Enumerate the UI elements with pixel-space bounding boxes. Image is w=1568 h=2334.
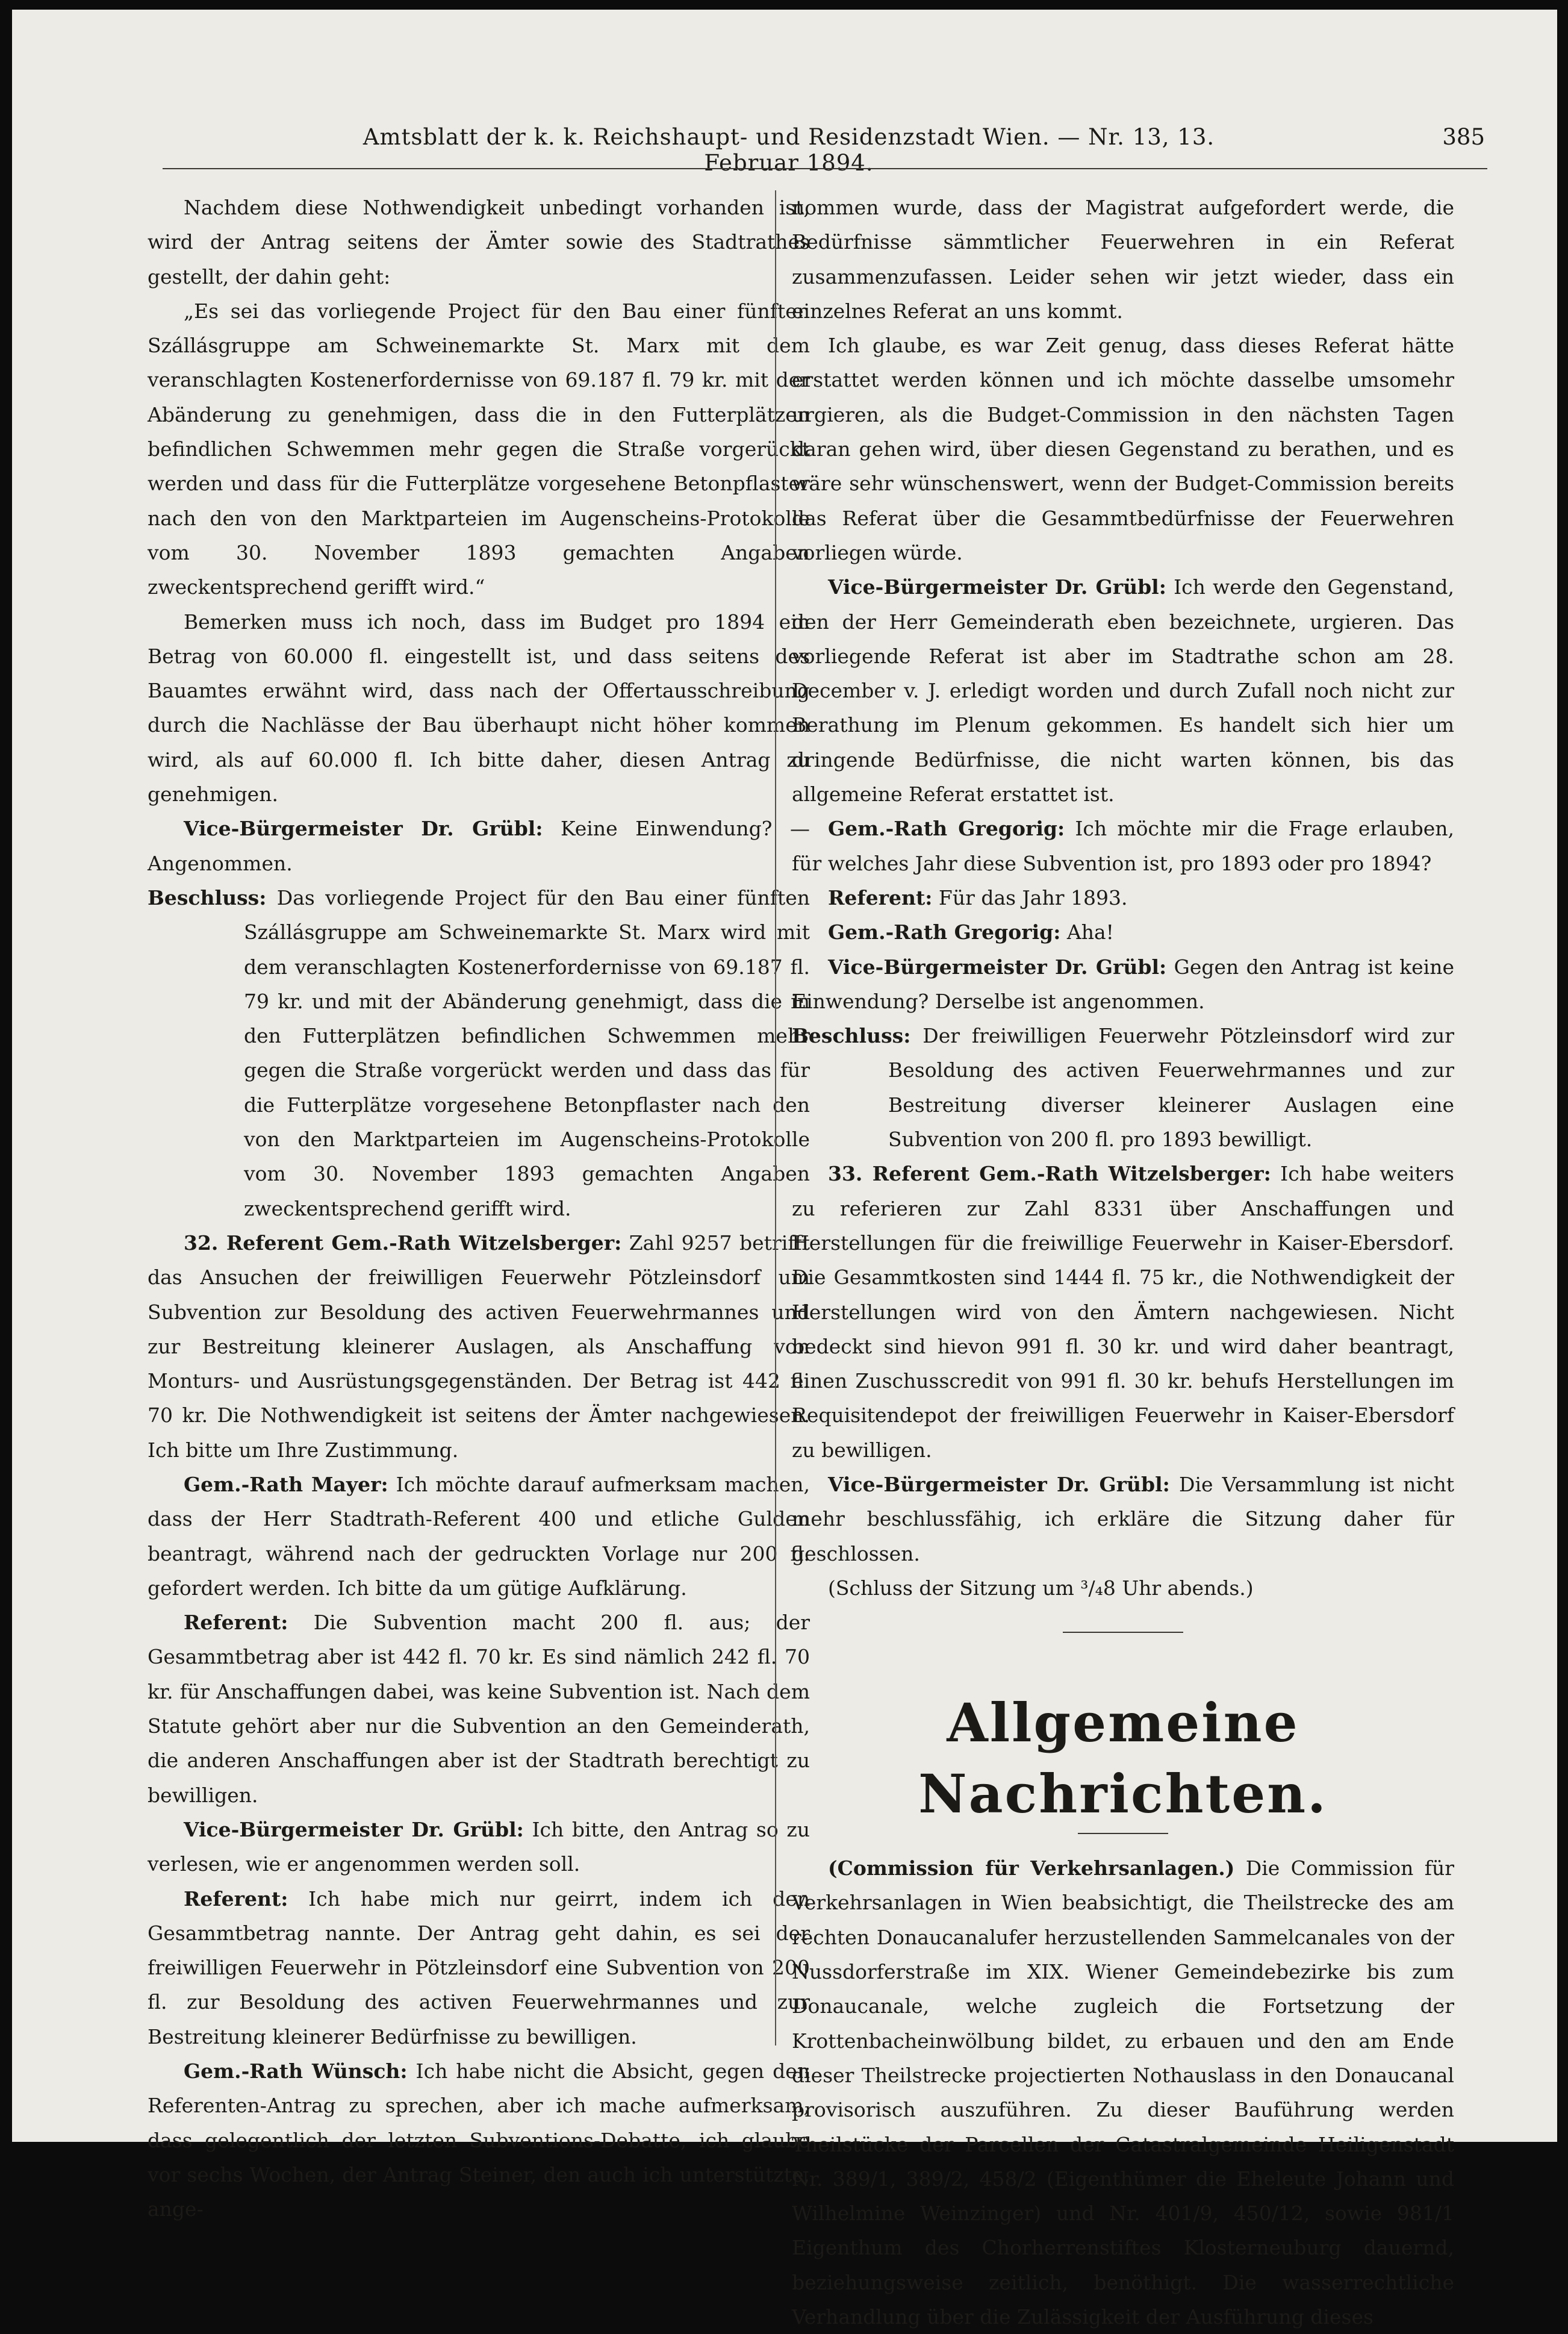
- speech: [148, 1467, 810, 1605]
- paragraph: „Es sei das vorliegende Project für den Bau einer fünften Szállásgruppe am Schweinemarkte St. Marx mit dem veranschlagten Kostenerfordernisse von 69.187 fl. 79 kr. mit der Abänderung zu genehmigen, dass die in den Futterplätzen befindlichen Schwemmen mehr gegen die Straße vorgerückt werden und dass für die Futterplätze vorgesehene Betonpflaster nach den von den Marktparteien im Augenscheins-Protokolle vom 30. November 1893 gemachten Angaben zweckentsprechend gerifft wird.“: [148, 299, 810, 599]
- resolution: [148, 881, 810, 1226]
- section-title: Allgemeine Nachrichten.: [918, 1691, 1328, 1826]
- speaker: Gem.-Rath Gregorig:: [828, 817, 1065, 841]
- right-column: [792, 190, 1454, 2329]
- speech: [792, 570, 1454, 811]
- speaker: Beschluss:: [792, 1024, 911, 1048]
- speech: [792, 1156, 1454, 1467]
- speaker: Referent:: [184, 1611, 288, 1635]
- speech-text: Ich habe weiters zu referieren zur Zahl 8331 über Anschaffungen und Herstellungen für die freiwillige Feuerwehr in Kaiser-Ebersdorf. Die Gesammtkosten sind 1444 fl. 75 kr., die Nothwendigkeit der Herstellungen wird von den Ämtern nachgewiesen. Nicht bedeckt sind hievon 991 fl. 30 kr. und wird daher beantragt, einen Zuschusscredit von 991 fl. 30 kr. behufs Herstellungen im Requisitendepot der freiwilligen Feuerwehr in Kaiser-Ebersdorf zu bewilligen.: [792, 1162, 1454, 1462]
- column-divider: [775, 190, 776, 2045]
- speech-text: Keine Einwendung? — Angenommen.: [148, 817, 810, 875]
- speaker: Vice-Bürgermeister Dr. Grübl:: [184, 1817, 524, 1841]
- speaker: Vice-Bürgermeister Dr. Grübl:: [828, 575, 1166, 599]
- speech: [148, 1812, 810, 1882]
- resolution: [792, 1019, 1454, 1156]
- speech-text: Die Versammlung ist nicht mehr beschlussfähig, ich erkläre die Sitzung daher für geschlossen.: [792, 1472, 1454, 1565]
- speaker: Referent:: [828, 885, 933, 910]
- paragraph: nommen wurde, dass der Magistrat aufgefordert werde, die Bedürfnisse sämmtlicher Feuerwehren in ein Referat zusammenzufassen. Leider sehen wir jetzt wieder, dass ein einzelnes Referat an uns kommt.: [792, 196, 1454, 323]
- left-column: [148, 190, 810, 2221]
- speech-text: Ich habe nicht die Absicht, gegen den Referenten-Antrag zu sprechen, aber ich mache aufmerksam, dass gelegentlich der letzten Subventions-Debatte, ich glaube vor sechs Wochen, der Antrag Steiner, den auch ich unterstützte, ange-: [148, 2059, 810, 2221]
- speaker: Referent:: [184, 1886, 288, 1911]
- speech-text: Ich möchte mir die Frage erlauben, für welches Jahr diese Subvention ist, pro 1893 oder pro 1894?: [792, 817, 1454, 875]
- speech-text: Gegen den Antrag ist keine Einwendung? Derselbe ist angenommen.: [792, 955, 1454, 1013]
- news-item: [792, 1851, 1454, 2334]
- speech: [148, 1226, 810, 1467]
- speech: [148, 1882, 810, 2054]
- speech-text: Aha!: [1066, 920, 1114, 944]
- speech-text: Ich werde den Gegenstand, den der Herr Gemeinderath eben bezeichnete, urgieren. Das vorliegende Referat ist aber im Stadtrathe schon am 28. December v. J. erledigt worden und durch Zufall noch nicht zur Berathung im Plenum gekommen. Es handelt sich hier um dringende Bedürfnisse, die nicht warten können, bis das allgemeine Referat erstattet ist.: [792, 575, 1454, 807]
- speech: [792, 811, 1454, 881]
- speech: [148, 2054, 810, 2226]
- speaker: Vice-Bürgermeister Dr. Grübl:: [184, 817, 543, 841]
- speaker: Vice-Bürgermeister Dr. Grübl:: [828, 955, 1167, 979]
- speaker: Beschluss:: [148, 885, 267, 910]
- speech: [792, 1467, 1454, 1571]
- speaker: Gem.-Rath Wünsch:: [184, 2059, 408, 2083]
- running-title: Amtsblatt der k. k. Reichshaupt- und Residenzstadt Wien. — Nr. 13, 13. Februar 1894.: [362, 124, 1215, 176]
- news-lead: (Commission für Verkehrsanlagen.): [828, 1856, 1235, 1880]
- speech-text: Ich bitte, den Antrag so zu verlesen, wie er angenommen werden soll.: [148, 1817, 810, 1876]
- speech: [792, 950, 1454, 1019]
- paragraph: Bemerken muss ich noch, dass im Budget pro 1894 ein Betrag von 60.000 fl. eingestellt ist, und dass seitens des Bauamtes erwähnt wird, dass nach der Offertausschreibung durch die Nachlässe der Bau überhaupt nicht höher kommen wird, als auf 60.000 fl. Ich bitte daher, diesen Antrag zu genehmigen.: [148, 610, 810, 807]
- page-number: 385: [1442, 124, 1485, 150]
- speech: [148, 811, 810, 881]
- paragraph: Nachdem diese Nothwendigkeit unbedingt vorhanden ist, wird der Antrag seitens der Ämter sowie des Stadtrathes gestellt, der dahin geht:: [148, 196, 810, 289]
- title-rule: [1078, 1833, 1168, 1834]
- speech-text: Ich möchte darauf aufmerksam machen, dass der Herr Stadtrath-Referent 400 und etliche Gulden beantragt, während nach der gedruckten Vorlage nur 200 fl. gefordert werden. Ich bitte da um gütige Aufklärung.: [148, 1472, 810, 1600]
- paragraph: Ich glaube, es war Zeit genug, dass dieses Referat hätte erstattet werden können und ich möchte dasselbe umsomehr urgieren, als die Budget-Commission in den nächsten Tagen daran gehen wird, über diesen Gegenstand zu berathen, und es wäre sehr wünschenswert, wenn der Budget-Commission bereits das Referat über die Gesammtbedürfnisse der Feuerwehren vorliegen würde.: [792, 334, 1454, 564]
- speaker: Gem.-Rath Mayer:: [184, 1472, 388, 1496]
- speaker: 32. Referent Gem.-Rath Witzelsberger:: [184, 1231, 622, 1255]
- speech-text: Das vorliegende Project für den Bau einer fünften Szállásgruppe am Schweinemarkte St. Marx wird mit dem veranschlagten Kostenerfordernisse von 69.187 fl. 79 kr. und mit der Abänderung genehmigt, dass die in den Futterplätzen befindlichen Schwemmen mehr gegen die Straße vorgerückt werden und dass das für die Futterplätze vorgesehene Betonpflaster nach den von den Marktparteien im Augenscheins-Protokolle vom 30. November 1893 gemachten Angaben zweckentsprechend gerifft wird.: [244, 885, 810, 1220]
- speech: [148, 1605, 810, 1812]
- speech: [792, 915, 1454, 949]
- speech-text: Zahl 9257 betrifft das Ansuchen der freiwilligen Feuerwehr Pötzleinsdorf um Subvention zur Besoldung des activen Feuerwehrmannes und zur Bestreitung kleinerer Auslagen, als Anschaffung von Monturs- und Ausrüstungsgegenständen. Der Betrag ist 442 fl. 70 kr. Die Nothwendigkeit ist seitens der Ämter nachgewiesen. Ich bitte um Ihre Zustimmung.: [148, 1231, 810, 1462]
- speech-text: Für das Jahr 1893.: [938, 885, 1128, 910]
- speaker: Gem.-Rath Gregorig:: [828, 920, 1061, 944]
- speaker: 33. Referent Gem.-Rath Witzelsberger:: [828, 1162, 1271, 1186]
- speech-text: Ich habe mich nur geirrt, indem ich den Gesammtbetrag nannte. Der Antrag geht dahin, es sei der freiwilligen Feuerwehr in Pötzleinsdorf eine Subvention von 200 fl. zur Besoldung des activen Feuerwehrmannes und zur Bestreitung kleinerer Bedürfnisse zu bewilligen.: [148, 1886, 810, 2048]
- separator-rule: [1063, 1632, 1183, 1633]
- session-end-note: (Schluss der Sitzung um ³/₄8 Uhr abends.): [828, 1576, 1254, 1600]
- news-text: Die Commission für Verkehrsanlagen in Wien beabsichtigt, die Theilstrecke des am rechten Donaucanalufer herzustellenden Sammelcanales von der Nussdorferstraße im XIX. Wiener Gemeindebezirke bis zum Donaucanale, welche zugleich die Fortsetzung der Krottenbacheinwölbung bildet, zu erbauen und den am Ende dieser Theilstrecke projectierten Nothauslass in den Donaucanal provisorisch auszuführen. Zu dieser Bauführung werden Theilstücke der Parcellen der Catastralgemeinde Heiligenstadt Nr. 389/1, 389/2, 458/2 (Eigenthümer die Eheleute Johann und Wilhelmine Weinzinger) und Nr. 401/9, 450/12, sowie 981/1 Eigenthum des Chorherrenstiftes Klosterneuburg dauernd, beziehungsweise zeitlich, benöthigt. Die wasserrechtliche Verhandlung über die Zulässigkeit der Ausführung dieses: [792, 1856, 1454, 2329]
- running-head: [12, 124, 1557, 176]
- document-page: [12, 10, 1557, 2329]
- speech-text: Die Subvention macht 200 fl. aus; der Gesammtbetrag aber ist 442 fl. 70 kr. Es sind nämlich 242 fl. 70 kr. für Anschaffungen dabei, was keine Subvention ist. Nach dem Statute gehört aber nur die Subvention an den Gemeinderath, die anderen Anschaffungen aber ist der Stadtrath berechtigt zu bewilligen.: [148, 1611, 810, 1807]
- speech-text: Der freiwilligen Feuerwehr Pötzleinsdorf wird zur Besoldung des activen Feuerwehrmannes und zur Bestreitung diverser kleinerer Auslagen eine Subvention von 200 fl. pro 1893 bewilligt.: [888, 1024, 1454, 1152]
- speaker: Vice-Bürgermeister Dr. Grübl:: [828, 1472, 1170, 1496]
- header-rule: [163, 168, 1487, 169]
- speech: [792, 881, 1454, 915]
